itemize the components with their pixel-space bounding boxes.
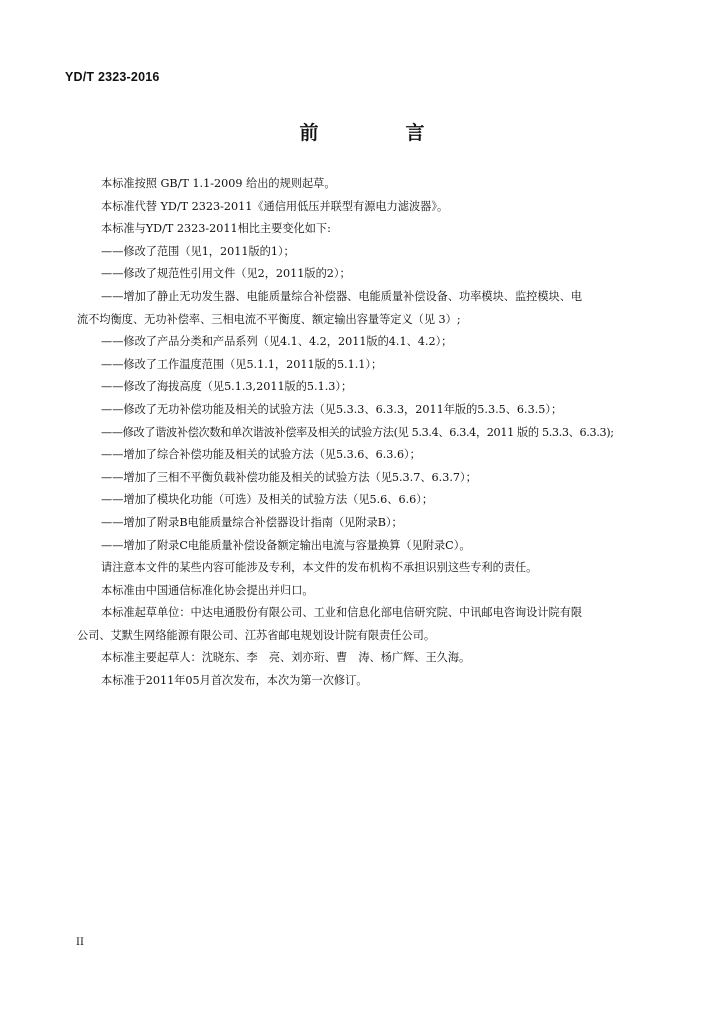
change-item: ——修改了范围（见1，2011版的1）； <box>101 244 295 258</box>
change-item: ——增加了附录C电能质量补偿设备额定输出电流与容量换算（见附录C）。 <box>101 538 471 552</box>
change-item: ——增加了附录B电能质量综合补偿器设计指南（见附录B）； <box>101 515 403 529</box>
change-item: ——修改了海拔高度（见5.1.3,2011版的5.1.3）； <box>101 380 353 394</box>
change-item: ——增加了三相不平衡负载补偿功能及相关的试验方法（见5.3.7、6.3.7）； <box>101 470 477 484</box>
page-number: II <box>76 937 84 948</box>
change-item: ——修改了谐波补偿次数和单次谐波补偿率及相关的试验方法(见 5.3.4、6.3.4，2011 版的 5.3.3、6.3.3); <box>101 425 614 439</box>
foreword-body <box>77 173 660 693</box>
drafting-units-continuation: 公司、艾默生网络能源有限公司、江苏省邮电规划设计院有限责任公司。 <box>77 628 436 642</box>
change-item: ——修改了规范性引用文件（见2，2011版的2）； <box>101 267 351 281</box>
paragraph-line: 本标准按照 GB/T 1.1-2009 给出的规则起草。 <box>101 177 336 190</box>
drafting-units: 本标准起草单位：中达电通股份有限公司、工业和信息化部电信研究院、中讯邮电咨询设计院有限 <box>101 606 583 620</box>
paragraph-line: 本标准代替 YD/T 2323-2011《通信用低压并联型有源电力滤波器》。 <box>101 199 449 213</box>
change-item: ——增加了模块化功能（可选）及相关的试验方法（见5.6、6.6）； <box>101 493 434 507</box>
page-title: 前 言 <box>299 122 459 144</box>
proposer-statement: 本标准由中国通信标准化协会提出并归口。 <box>101 583 314 597</box>
drafters: 本标准主要起草人：沈晓东、李 亮、刘亦珩、曹 涛、杨广辉、王久海。 <box>101 651 471 665</box>
paragraph-line: 本标准与YD/T 2323-2011相比主要变化如下: <box>101 222 331 236</box>
release-history: 本标准于2011年05月首次发布，本次为第一次修订。 <box>101 674 368 688</box>
change-item: ——增加了综合补偿功能及相关的试验方法（见5.3.6、6.3.6）； <box>101 448 421 462</box>
change-item: ——增加了静止无功发生器、电能质量综合补偿器、电能质量补偿设备、功率模块、监控模块、电 <box>101 289 583 303</box>
change-item: ——修改了产品分类和产品系列（见4.1、4.2，2011版的4.1、4.2）； <box>101 335 453 349</box>
standard-code: YD/T 2323-2016 <box>65 70 160 84</box>
change-item: ——修改了无功补偿功能及相关的试验方法（见5.3.3、6.3.3，2011年版的5.3.5、6.3.5）； <box>101 402 563 416</box>
change-item: ——修改了工作温度范围（见5.1.1，2011版的5.1.1）； <box>101 357 383 371</box>
patent-notice: 请注意本文件的某些内容可能涉及专利，本文件的发布机构不承担识别这些专利的责任。 <box>101 561 538 575</box>
change-item-continuation: 流不均衡度、无功补偿率、三相电流不平衡度、额定输出容量等定义（见 3）; <box>77 312 461 326</box>
